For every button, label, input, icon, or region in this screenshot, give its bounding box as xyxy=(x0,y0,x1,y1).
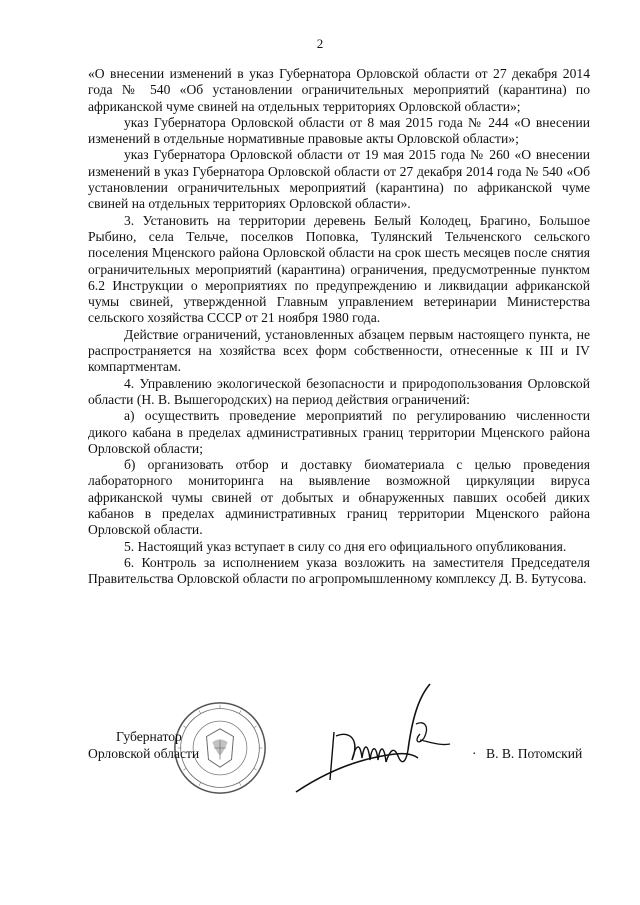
paragraph: б) организовать отбор и доставку биоматериала с целью проведения лабораторного мониторинга на выявление возможной циркуляции вируса африканской чумы свиней от добытых и обнаруженных павших особей диких кабанов в пределах административных границ территории Мценского района Орловской области. xyxy=(88,457,590,538)
page-number: 2 xyxy=(316,36,324,51)
paragraph: указ Губернатора Орловской области от 8 мая 2015 года № 244 «О внесении изменений в отдельные нормативные правовые акты Орловской области»; xyxy=(88,114,590,147)
signatory-title-line2: Орловской области xyxy=(88,746,200,761)
paragraph: указ Губернатора Орловской области от 19 мая 2015 года № 260 «О внесении изменений в указ Губернатора Орловской области от 27 декабря 2014 года № 540 «Об установлении ограничительных мероприятий (карантина) по африканской чуме свиней на отдельных территориях Орловской области». xyxy=(88,147,590,212)
signature-block xyxy=(0,680,640,820)
handwritten-signature-icon xyxy=(290,680,460,798)
paragraph: Действие ограничений, установленных абзацем первым настоящего пункта, не распространяется на хозяйства всех форм собственности, отнесенные к III и IV компартментам. xyxy=(88,326,590,375)
paragraph: 3. Установить на территории деревень Белый Колодец, Брагино, Большое Рыбино, села Тельче, поселков Поповка, Тулянский Тельченского сельского поселения Мценского района Орловской области на срок шесть месяцев после снятия ограничительных мероприятий (карантина) ограничения, предусмотренные пунктом 6.2 Инструкции о мероприятиях по предупреждению и ликвидации африканской чумы свиней, утвержденной Главным управлением ветеринарии Министерства сельского хозяйства СССР от 21 ноября 1980 года. xyxy=(88,212,590,326)
separator-dot: · xyxy=(472,746,477,761)
paragraph: 6. Контроль за исполнением указа возложить на заместителя Председателя Правительства Орловской области по агропромышленному комплексу Д. В. Бутусова. xyxy=(88,554,590,587)
paragraph: а) осуществить проведение мероприятий по регулированию численности дикого кабана в пределах административных границ территории Мценского района Орловской области; xyxy=(88,408,590,456)
paragraph: 4. Управлению экологической безопасности и природопользования Орловской области (Н. В. Вышегородских) на период действия ограничений: xyxy=(88,375,590,407)
signer-name: В. В. Потомский xyxy=(486,746,583,761)
document-body xyxy=(88,66,590,588)
signatory-title-line1: Губернатор xyxy=(116,729,182,744)
paragraph: «О внесении изменений в указ Губернатора Орловской области от 27 декабря 2014 года № 540 «Об установлении ограничительных мероприятий (карантина) по африканской чуме свиней на отдельных территориях Орловской области»; xyxy=(88,66,590,114)
paragraph: 5. Настоящий указ вступает в силу со дня его официального опубликования. xyxy=(124,538,567,554)
